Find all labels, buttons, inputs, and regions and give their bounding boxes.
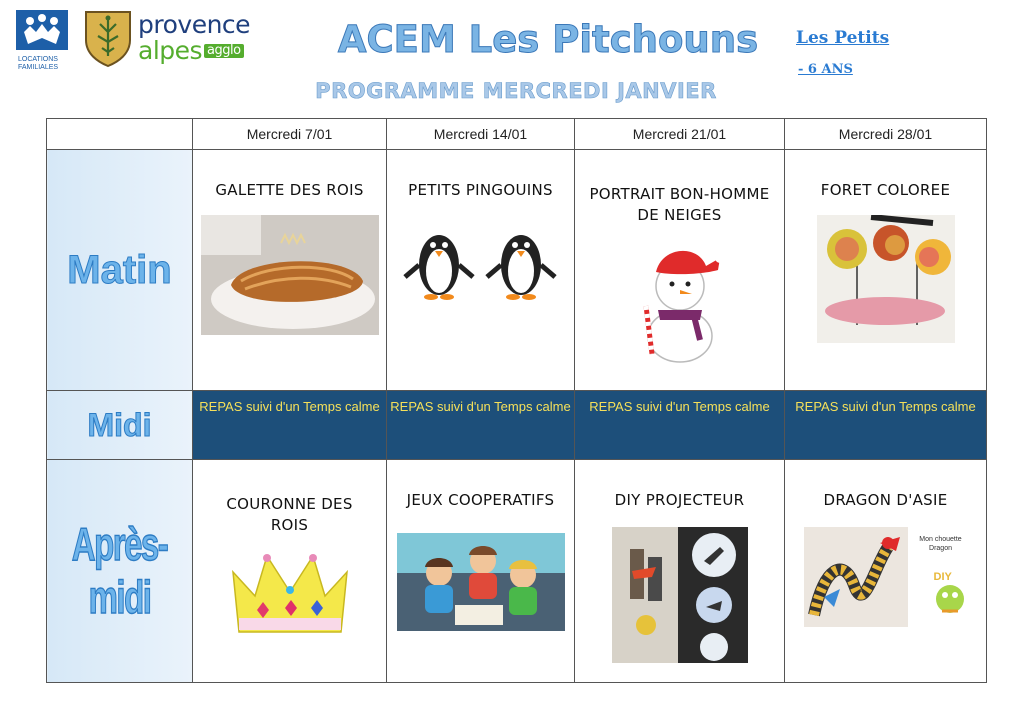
activity-title: DIY PROJECTEUR xyxy=(614,491,745,509)
dragon-caption: Dragon xyxy=(929,545,952,552)
row-label-matin xyxy=(47,150,193,391)
midi-text: REPAS suivi d'un Temps calme xyxy=(193,391,387,460)
projector-collage-image xyxy=(612,527,748,663)
matin-label: Matin xyxy=(67,247,172,292)
caf-logo xyxy=(16,10,72,72)
activity-title: PORTRAIT BON-HOMME DE NEIGES xyxy=(589,185,770,224)
activity-cell xyxy=(387,460,575,683)
dragon-diy-badge: DIY xyxy=(933,571,952,583)
midi-text: REPAS suivi d'un Temps calme xyxy=(785,391,987,460)
activity-title: PETITS PINGOUINS xyxy=(408,181,553,199)
activity-cell xyxy=(575,460,785,683)
crest-logo xyxy=(84,10,132,68)
activity-cell xyxy=(193,150,387,391)
date-header: Mercredi 14/01 xyxy=(387,119,575,150)
age-label: - 6 ANS xyxy=(798,62,853,77)
group-label: Les Petits xyxy=(796,28,890,48)
cooperative-games-image xyxy=(397,533,565,631)
penguins-image xyxy=(401,215,561,305)
activity-cell xyxy=(785,150,987,391)
midi-text: REPAS suivi d'un Temps calme xyxy=(575,391,785,460)
paa-logo-badge: agglo xyxy=(204,44,244,58)
matin-row xyxy=(47,150,987,391)
midi-row xyxy=(47,391,987,460)
apres-midi-label: Après-midi xyxy=(71,517,168,623)
activity-title: GALETTE DES ROIS xyxy=(215,181,364,199)
apres-midi-row xyxy=(47,460,987,683)
date-header: Mercredi 28/01 xyxy=(785,119,987,150)
activity-title: JEUX COOPERATIFS xyxy=(406,491,555,509)
activity-cell xyxy=(387,150,575,391)
paa-logo-line2: alpes xyxy=(138,36,203,65)
activity-cell xyxy=(575,150,785,391)
caf-family-icon xyxy=(16,10,68,50)
provence-alpes-agglo-logo xyxy=(138,12,250,64)
page-title: ACEM Les Pitchouns xyxy=(337,18,759,61)
activity-cell xyxy=(785,460,987,683)
midi-text: REPAS suivi d'un Temps calme xyxy=(387,391,575,460)
paa-logo-line1: provence xyxy=(138,10,251,39)
caf-logo-text: LOCATIONS FAMILIALES xyxy=(18,56,59,71)
date-header: Mercredi 7/01 xyxy=(193,119,387,150)
activity-title: DRAGON D'ASIE xyxy=(823,491,948,509)
colored-forest-image xyxy=(817,215,955,343)
crown-image xyxy=(227,544,353,640)
date-header: Mercredi 21/01 xyxy=(575,119,785,150)
corner-cell xyxy=(47,119,193,150)
activity-cell xyxy=(193,460,387,683)
dragon-caption: Mon chouette xyxy=(919,536,962,543)
snowman-image xyxy=(634,236,726,364)
page-subtitle: PROGRAMME MERCREDI JANVIER xyxy=(315,79,717,103)
activity-title: FORET COLOREE xyxy=(820,181,951,199)
galette-image xyxy=(201,215,379,335)
row-label-midi xyxy=(47,391,193,460)
dragon-image-wrap xyxy=(804,527,968,627)
midi-label: Midi xyxy=(87,406,152,443)
activity-title: COURONNE DES ROIS xyxy=(226,495,353,534)
dates-row xyxy=(47,119,987,150)
program-table xyxy=(46,118,987,683)
row-label-apres-midi xyxy=(47,460,193,683)
